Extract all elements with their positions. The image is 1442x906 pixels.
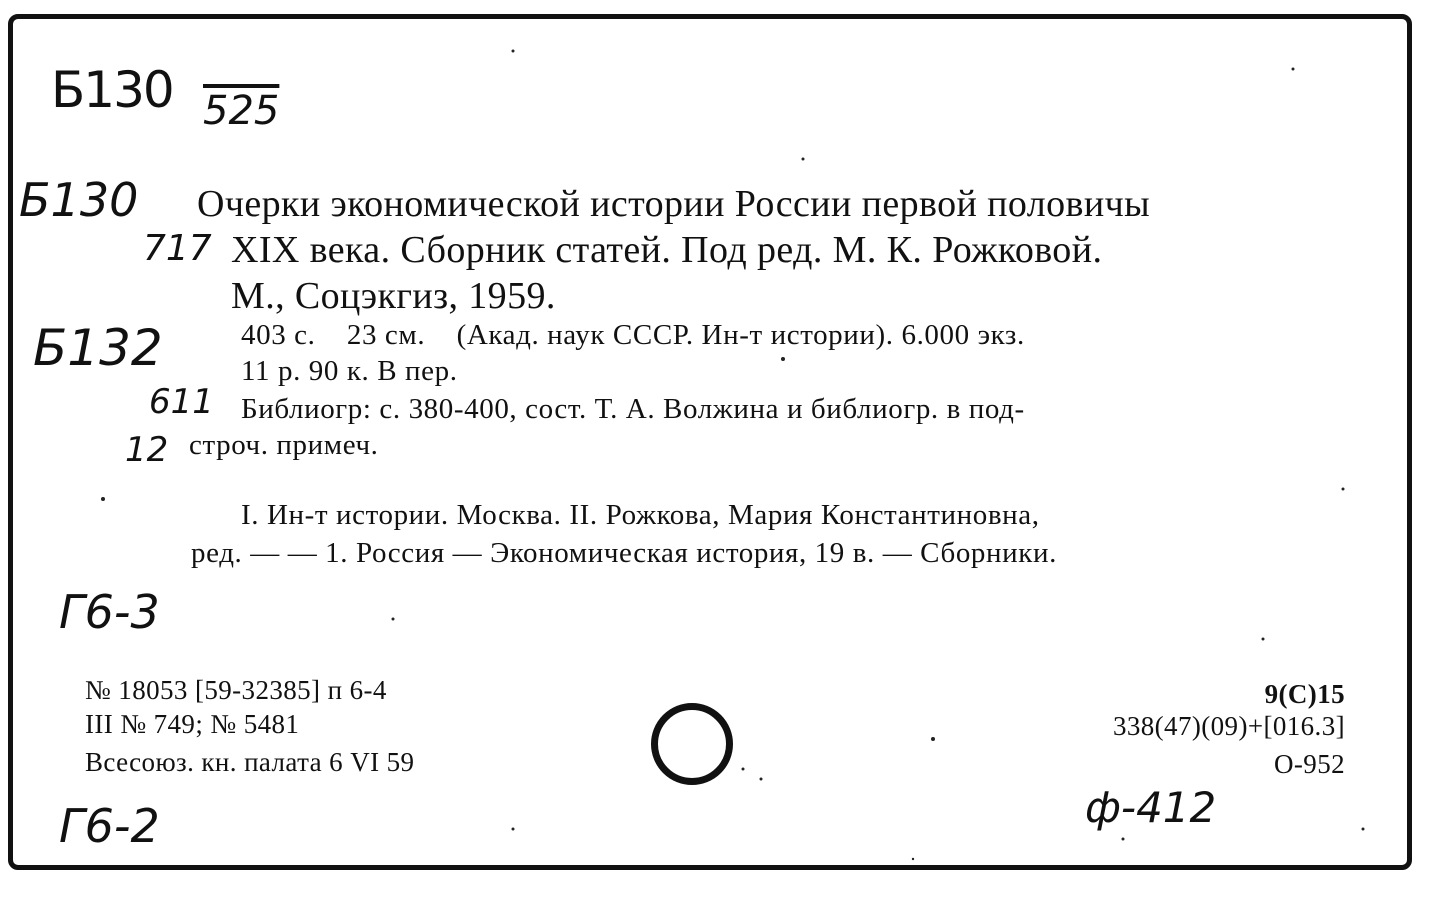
footer-right-line-1: 9(С)15 (1264, 679, 1345, 709)
footer-right-line-3: О-952 (1274, 749, 1345, 779)
catalog-card (8, 14, 1412, 870)
scan-specks (13, 19, 1407, 865)
footer-right-line-2: 338(47)(09)+[016.3] (1112, 711, 1345, 741)
handwritten-call-number-1-sub: 717 (143, 228, 212, 269)
subject-line-1: I. Ин-т истории. Москва. II. Рожкова, Мария Константиновна, (241, 499, 1040, 531)
title-line-1: Очерки экономической истории России первой половичы (197, 183, 1151, 225)
footer-left-line-1: № 18053 [59-32385] п 6-4 (85, 675, 387, 705)
description-line-3: Библиогр: с. 380-400, сост. Т. А. Волжина и библиогр. в под- (241, 393, 1025, 425)
handwritten-call-number-2: Б132 (33, 319, 163, 377)
handwritten-note-g6-2: Г6-2 (59, 799, 160, 853)
handwritten-call-number-2-sub2: 12 (125, 430, 169, 470)
handwritten-f-number: ф-412 (1085, 783, 1217, 832)
description-line-2: 11 р. 90 к. В пер. (241, 355, 458, 387)
title-line-2: XIX века. Сборник статей. Под ред. М. К. Рожковой. (231, 229, 1103, 271)
description-line-1: 403 с. 23 см. (Акад. наук СССР. Ин-т истории). 6.000 экз. (241, 319, 1025, 351)
handwritten-call-number-2-sub: 611 (149, 382, 214, 422)
footer-left-line-2: III № 749; № 5481 (85, 709, 300, 739)
title-line-3: М., Соцэкгиз, 1959. (231, 275, 556, 317)
handwritten-shelf-mark: Б130 (51, 61, 173, 119)
description-line-4: строч. примеч. (189, 429, 379, 461)
footer-left-line-3: Всесоюз. кн. палата 6 VI 59 (85, 747, 415, 777)
handwritten-call-number-1: Б130 (19, 173, 139, 227)
handwritten-note-g6-3: Г6-3 (59, 585, 160, 639)
handwritten-shelf-fraction: 525 (203, 88, 280, 134)
subject-line-2: ред. — — 1. Россия — Экономическая история, 19 в. — Сборники. (191, 537, 1057, 569)
